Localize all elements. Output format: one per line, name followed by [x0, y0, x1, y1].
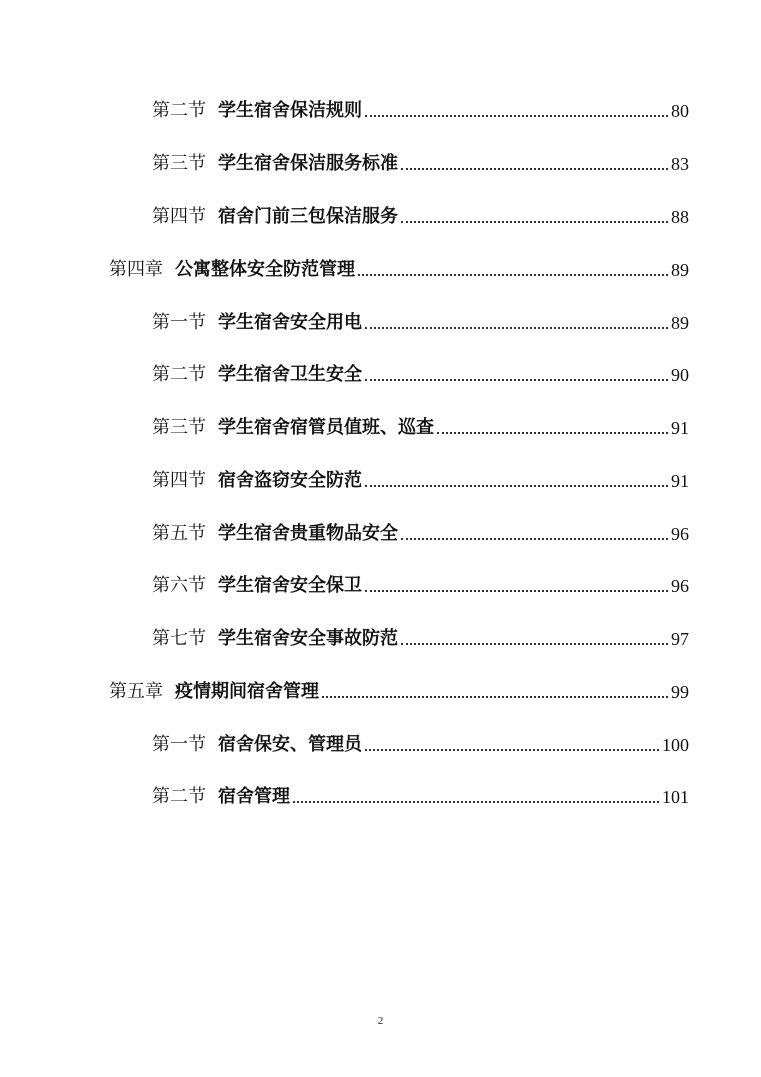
toc-section-title: 学生宿舍贵重物品安全	[218, 523, 398, 544]
page-number: 2	[377, 1015, 384, 1027]
toc-section-number: 第二节	[152, 100, 206, 121]
toc-page-ref: 97	[671, 629, 689, 649]
toc-chapter-number: 第五章	[109, 681, 163, 702]
toc-section-number: 第三节	[152, 417, 206, 438]
toc-section-title: 宿舍门前三包保洁服务	[218, 206, 398, 227]
toc-section-title: 学生宿舍安全用电	[218, 312, 362, 333]
toc-page-ref: 90	[671, 365, 689, 385]
toc-dot-leader	[358, 274, 668, 276]
toc-dot-leader	[322, 696, 668, 698]
toc-entry-section[interactable]	[152, 200, 689, 228]
toc-page-ref: 83	[671, 154, 689, 174]
toc-entry-section[interactable]	[152, 728, 689, 756]
toc-section-number: 第三节	[152, 153, 206, 174]
toc-page-ref: 89	[671, 313, 689, 333]
toc-section-title: 学生宿舍保洁规则	[218, 100, 362, 121]
toc-entry-section[interactable]	[152, 147, 689, 175]
toc-entry-section[interactable]	[152, 464, 689, 492]
toc-section-number: 第一节	[152, 312, 206, 333]
toc-chapter-title: 公寓整体安全防范管理	[175, 259, 355, 280]
toc-entry-section[interactable]	[152, 780, 689, 808]
toc-section-number: 第一节	[152, 734, 206, 755]
toc-entry-section[interactable]	[152, 622, 689, 650]
toc-entry-section[interactable]	[152, 517, 689, 545]
toc-dot-leader	[365, 590, 668, 592]
toc-dot-leader	[365, 115, 668, 117]
toc-page-ref: 91	[671, 471, 689, 491]
toc-section-number: 第二节	[152, 364, 206, 385]
toc-dot-leader	[401, 168, 668, 170]
toc-page-ref: 88	[671, 207, 689, 227]
toc-dot-leader	[365, 485, 668, 487]
toc-dot-leader	[365, 749, 659, 751]
toc-page-ref: 101	[662, 787, 689, 807]
toc-section-number: 第七节	[152, 628, 206, 649]
toc-section-title: 学生宿舍保洁服务标准	[218, 153, 398, 174]
toc-page-ref: 99	[671, 682, 689, 702]
toc-page-ref: 91	[671, 418, 689, 438]
toc-entry-section[interactable]	[152, 306, 689, 334]
toc-page-ref: 80	[671, 101, 689, 121]
toc-entry-section[interactable]	[152, 411, 689, 439]
toc-dot-leader	[401, 643, 668, 645]
toc-entry-section[interactable]	[152, 569, 689, 597]
toc-entry-chapter[interactable]	[109, 253, 689, 281]
toc-section-title: 学生宿舍安全事故防范	[218, 628, 398, 649]
toc-section-number: 第五节	[152, 523, 206, 544]
toc-dot-leader	[365, 327, 668, 329]
toc-section-title: 学生宿舍宿管员值班、巡查	[218, 417, 434, 438]
toc-section-title: 宿舍管理	[218, 786, 290, 807]
toc-page-ref: 96	[671, 576, 689, 596]
toc-section-title: 宿舍盗窃安全防范	[218, 470, 362, 491]
toc-section-title: 宿舍保安、管理员	[218, 734, 362, 755]
toc-dot-leader	[401, 221, 668, 223]
toc-chapter-title: 疫情期间宿舍管理	[175, 681, 319, 702]
toc-section-number: 第六节	[152, 575, 206, 596]
toc-chapter-number: 第四章	[109, 259, 163, 280]
toc-section-title: 学生宿舍安全保卫	[218, 575, 362, 596]
toc-page-ref: 100	[662, 735, 689, 755]
toc-entry-section[interactable]	[152, 358, 689, 386]
toc-section-title: 学生宿舍卫生安全	[218, 364, 362, 385]
toc-section-number: 第二节	[152, 786, 206, 807]
toc-dot-leader	[293, 801, 659, 803]
toc-page-ref: 96	[671, 524, 689, 544]
toc-page-ref: 89	[671, 260, 689, 280]
toc-section-number: 第四节	[152, 470, 206, 491]
toc-entry-chapter[interactable]	[109, 675, 689, 703]
toc-dot-leader	[365, 379, 668, 381]
toc-section-number: 第四节	[152, 206, 206, 227]
toc-entry-section[interactable]	[152, 94, 689, 122]
toc-dot-leader	[401, 538, 668, 540]
toc-dot-leader	[437, 432, 668, 434]
